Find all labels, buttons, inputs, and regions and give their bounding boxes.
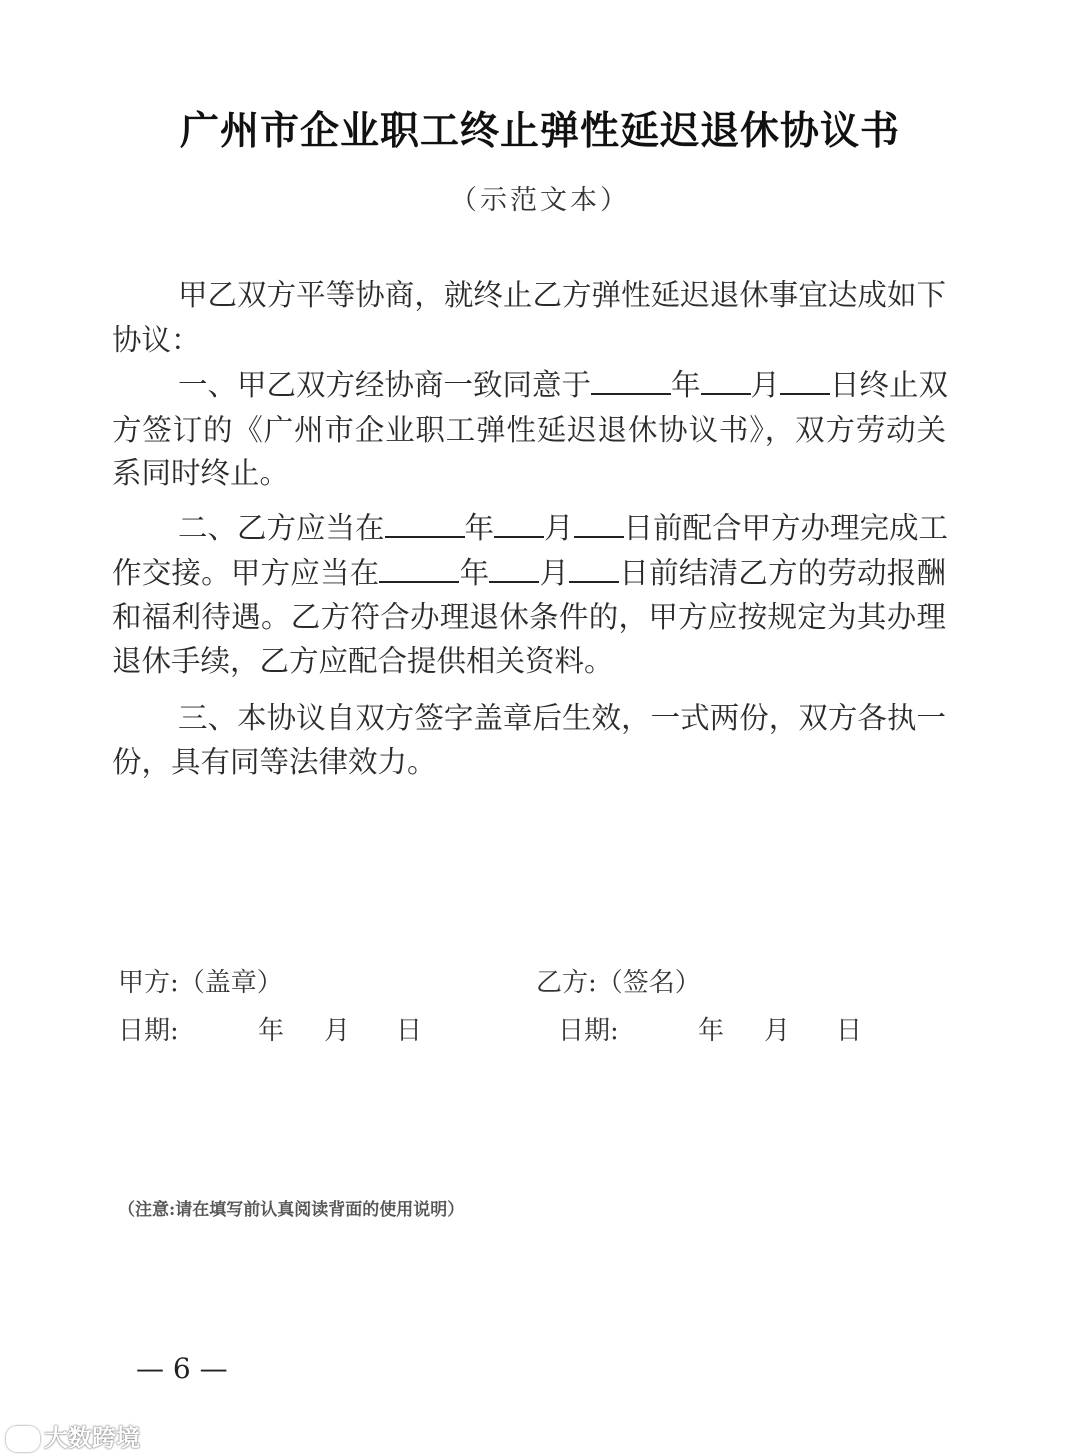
- body-text: 月: [750, 368, 781, 402]
- party-a-date-month: 月: [324, 1016, 351, 1046]
- body-text: 甲乙双方平等协商，就终止乙方弹性延迟退休事宜达成如下: [178, 278, 946, 312]
- party-a-date-day: 日: [396, 1016, 423, 1046]
- body-text: 三、本协议自双方签字盖章后生效，一式两份，双方各执一: [178, 701, 946, 735]
- body-line: [112, 455, 946, 491]
- body-line: [112, 599, 946, 635]
- party-a-date-label: 日期:: [118, 1016, 179, 1046]
- fill-in-blank: [701, 367, 751, 395]
- watermark-logo-icon: [6, 1426, 40, 1452]
- party-a-date-year: 年: [258, 1016, 285, 1046]
- body-text: 日终止双: [830, 368, 949, 402]
- body-text: 方签订的《广州市企业职工弹性延迟退休协议书》，双方劳动关: [112, 413, 946, 447]
- fill-in-blank: [494, 510, 544, 538]
- body-line: [112, 322, 946, 358]
- body-text: 一、甲乙双方经协商一致同意于: [178, 368, 592, 402]
- body-line: [112, 412, 946, 448]
- document-title: 广州市企业职工终止弹性延迟退休协议书: [179, 108, 900, 154]
- page-number: — 6 —: [136, 1352, 228, 1385]
- party-b-date-month: 月: [764, 1016, 791, 1046]
- body-line: [112, 643, 946, 679]
- body-line: [178, 277, 946, 313]
- fill-in-blank: [379, 555, 459, 583]
- body-text: 退休手续，乙方应配合提供相关资料。: [112, 644, 614, 678]
- body-text: 系同时终止。: [112, 456, 290, 490]
- body-text: 作交接。甲方应当在: [112, 556, 380, 590]
- fill-in-blank: [385, 510, 465, 538]
- fill-in-blank: [489, 555, 539, 583]
- body-text: 月: [539, 556, 570, 590]
- body-line: [178, 510, 949, 546]
- party-b-date-year: 年: [698, 1016, 725, 1046]
- body-line: [178, 700, 946, 736]
- party-b-date-label: 日期:: [558, 1016, 619, 1046]
- body-text: 份，具有同等法律效力。: [112, 745, 437, 779]
- fill-in-blank: [574, 510, 624, 538]
- usage-note: （注意:请在填写前认真阅读背面的使用说明）: [118, 1200, 465, 1220]
- watermark: [6, 1418, 140, 1453]
- body-line: [112, 744, 946, 780]
- body-text: 月: [544, 511, 574, 545]
- body-text: 日前配合甲方办理完成工: [623, 511, 949, 545]
- party-b-date-day: 日: [836, 1016, 863, 1046]
- body-text: 年: [464, 511, 495, 545]
- body-text: 和福利待遇。乙方符合办理退休条件的，甲方应按规定为其办理: [112, 600, 946, 634]
- body-text: 协议：: [112, 323, 201, 357]
- party-a-label: 甲方:（盖章）: [118, 968, 283, 998]
- fill-in-blank: [591, 367, 671, 395]
- watermark-text: 大数跨境: [44, 1424, 140, 1452]
- fill-in-blank: [780, 367, 830, 395]
- fill-in-blank: [569, 555, 619, 583]
- party-b-label: 乙方:（签名）: [536, 968, 701, 998]
- body-text: 日前结清乙方的劳动报酬: [619, 556, 946, 590]
- body-line: [112, 555, 946, 591]
- body-text: 二、乙方应当在: [178, 511, 385, 545]
- body-text: 年: [459, 556, 490, 590]
- document-subtitle: （示范文本）: [450, 185, 630, 216]
- body-line: [178, 367, 949, 403]
- body-text: 年: [671, 368, 701, 402]
